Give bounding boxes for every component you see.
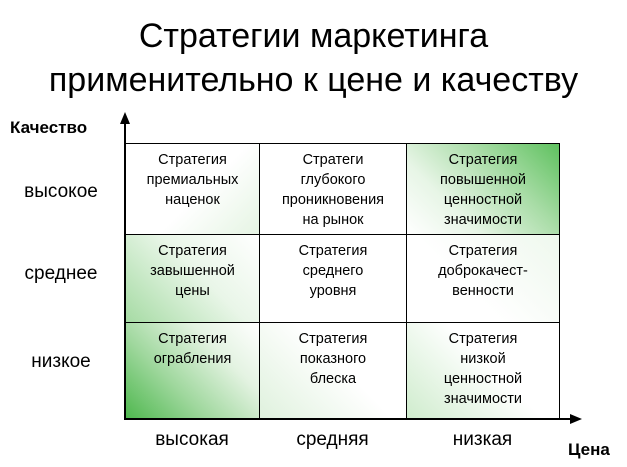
title-line-1: Стратегии маркетинга bbox=[138, 17, 489, 55]
cell-line: показного bbox=[299, 351, 367, 367]
cell-line: уровня bbox=[309, 283, 357, 299]
cell-increased-value bbox=[406, 143, 560, 235]
cell-line: Стратегия bbox=[448, 243, 518, 259]
x-axis-title: Цена bbox=[568, 440, 610, 459]
cell-showy-brilliance bbox=[259, 322, 407, 419]
cell-line: Стратегия bbox=[158, 331, 227, 347]
cell-line: среднего bbox=[302, 263, 364, 279]
cell-line: блеска bbox=[309, 371, 357, 387]
cell-deep-penetration bbox=[259, 143, 407, 235]
cell-line: глубокого bbox=[300, 172, 366, 188]
cell-line: низкой bbox=[460, 351, 506, 367]
cell-premium-markup bbox=[125, 143, 260, 235]
row-label-low: низкое bbox=[31, 351, 91, 372]
cell-line: цены bbox=[175, 283, 210, 299]
cell-line: ограбления bbox=[153, 351, 232, 367]
cell-line: Стратегия bbox=[298, 331, 368, 347]
cell-robbery bbox=[125, 322, 260, 419]
cell-line: доброкачест- bbox=[438, 263, 528, 279]
col-label-medium: средняя bbox=[296, 429, 369, 450]
x-axis-arrow-icon bbox=[570, 414, 582, 424]
cell-line: Стратегия bbox=[298, 243, 368, 259]
col-label-high: высокая bbox=[155, 429, 229, 450]
cell-line: значимости bbox=[443, 212, 523, 228]
cell-good-quality bbox=[406, 234, 560, 323]
col-label-low: низкая bbox=[452, 429, 513, 450]
cell-line: проникновения bbox=[281, 192, 385, 208]
cell-line: на рынок bbox=[302, 212, 364, 228]
cell-line: ценностной bbox=[443, 371, 523, 387]
cell-line: Стратегия bbox=[158, 152, 227, 168]
cell-line: Стратеги bbox=[302, 152, 364, 168]
cell-line: венности bbox=[452, 283, 514, 299]
cell-medium-level bbox=[259, 234, 407, 323]
y-axis-title: Качество bbox=[10, 118, 88, 137]
cell-line: значимости bbox=[443, 391, 523, 407]
cell-low-value bbox=[406, 322, 560, 419]
cell-line: наценок bbox=[165, 192, 220, 208]
cell-line: премиальных bbox=[146, 172, 239, 188]
cell-line: Стратегия bbox=[448, 152, 518, 168]
cell-overpricing bbox=[125, 234, 260, 323]
cell-line: Стратегия bbox=[158, 243, 227, 259]
row-label-medium: среднее bbox=[24, 263, 98, 284]
cell-line: ценностной bbox=[443, 192, 523, 208]
row-label-high: высокое bbox=[24, 181, 98, 202]
title-line-2: применительно к цене и качеству bbox=[48, 61, 579, 99]
cell-line: Стратегия bbox=[448, 331, 518, 347]
cell-line: завышенной bbox=[150, 263, 235, 279]
y-axis-arrow-icon bbox=[120, 112, 130, 124]
cell-line: повышенной bbox=[440, 172, 526, 188]
